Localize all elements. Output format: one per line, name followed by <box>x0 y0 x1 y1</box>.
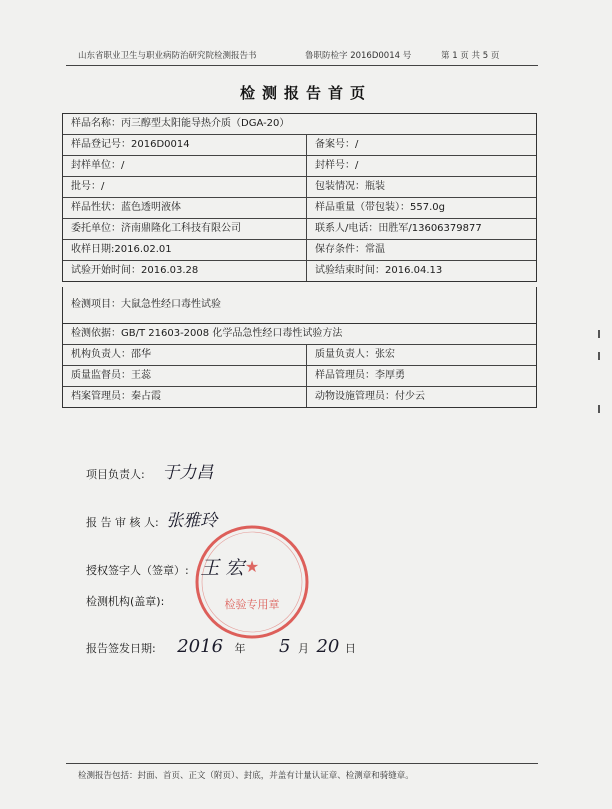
signatory-line <box>86 553 244 580</box>
table-row <box>63 156 536 177</box>
institution-line <box>86 593 164 609</box>
archive-admin-cell: 档案管理员：秦占霞 <box>63 387 307 407</box>
binding-mark <box>598 330 600 338</box>
signatory-label: 授权签字人（签章）: <box>86 564 189 577</box>
batch-cell: 批号：/ <box>63 177 307 197</box>
header-org: 山东省职业卫生与职业病防治研究院检测报告书 <box>78 51 257 61</box>
footer-rule <box>66 763 538 764</box>
project-lead-signature: 于力昌 <box>162 463 214 483</box>
package-cell: 包装情况：瓶装 <box>315 181 385 192</box>
table-row <box>63 114 536 135</box>
header-rule <box>66 65 538 66</box>
header-report-no: 鲁职防检字 2016D0014 号 <box>305 51 412 61</box>
page-footer: 检测报告包括：封面、首页、正文（附页）、封底，并盖有计量认证章、检测章和骑缝章。 <box>78 771 414 781</box>
page-title: 检测报告首页 <box>239 84 372 102</box>
svg-text:★: ★ <box>244 557 260 576</box>
binding-mark <box>598 352 600 360</box>
table-row <box>63 219 536 240</box>
storage-cell: 保存条件：常温 <box>315 244 385 255</box>
seal-no-cell: 封样号：/ <box>315 160 359 171</box>
table-row <box>63 261 536 281</box>
org-head-cell: 机构负责人：邵华 <box>63 345 307 365</box>
table-row <box>63 135 536 156</box>
table-row <box>63 366 536 387</box>
sample-info-table <box>62 113 537 282</box>
property-cell: 样品性状：蓝色透明液体 <box>63 198 307 218</box>
reviewer-label: 报 告 审 核 人: <box>86 516 159 529</box>
contact-cell: 联系人/电话：田胜军/13606379877 <box>315 223 482 234</box>
month-unit: 月 <box>297 642 309 655</box>
issue-date-year: 2016 <box>177 636 224 657</box>
reg-no-cell: 样品登记号：2016D0014 <box>63 135 307 155</box>
test-item-text: 检测项目：大鼠急性经口毒性试验 <box>71 299 221 310</box>
table-row <box>63 240 536 261</box>
project-lead-line <box>86 458 213 483</box>
project-lead-label: 项目负责人: <box>86 468 145 481</box>
issue-date-label: 报告签发日期: <box>86 642 156 655</box>
official-seal-stamp <box>192 522 312 642</box>
reviewer-signature: 张雅玲 <box>166 511 218 531</box>
issue-date-day: 20 <box>316 636 340 657</box>
day-unit: 日 <box>344 642 356 655</box>
sample-admin-cell: 样品管理员：李厚勇 <box>315 370 405 381</box>
test-item-row <box>62 287 537 323</box>
basis-cell: 检测依据：GB/T 21603-2008 化学品急性经口毒性试验方法 <box>71 328 343 339</box>
seal-center-text: 检验专用章 <box>224 598 280 611</box>
signatory-signature: 王 宏 <box>200 557 245 579</box>
sample-name-cell: 样品名称：丙三醇型太阳能导热介质（DGA-20） <box>71 118 290 129</box>
client-cell: 委托单位：济南鼎隆化工科技有限公司 <box>63 219 307 239</box>
table-row <box>63 324 536 345</box>
seal-unit-cell: 封样单位：/ <box>63 156 307 176</box>
binding-mark <box>598 405 600 413</box>
receive-date-cell: 收样日期:2016.02.01 <box>63 240 307 260</box>
quality-head-cell: 质量负责人：张宏 <box>315 349 395 360</box>
animal-admin-cell: 动物设施管理员：付少云 <box>315 391 425 402</box>
issue-date-line <box>86 636 356 657</box>
table-row <box>63 387 536 407</box>
weight-cell: 样品重量（带包装）：557.0g <box>315 202 445 213</box>
header-page-info: 第 1 页 共 5 页 <box>441 51 500 61</box>
end-date-cell: 试验结束时间：2016.04.13 <box>315 265 443 276</box>
table-row <box>63 177 536 198</box>
record-no-cell: 备案号：/ <box>315 139 359 150</box>
personnel-table <box>62 323 537 408</box>
table-row <box>63 345 536 366</box>
start-date-cell: 试验开始时间：2016.03.28 <box>63 261 307 281</box>
issue-date-month: 5 <box>279 636 291 657</box>
table-row <box>63 198 536 219</box>
reviewer-line <box>86 506 217 531</box>
supervisor-cell: 质量监督员：王蕊 <box>63 366 307 386</box>
institution-label: 检测机构(盖章): <box>86 595 165 608</box>
year-unit: 年 <box>234 642 246 655</box>
